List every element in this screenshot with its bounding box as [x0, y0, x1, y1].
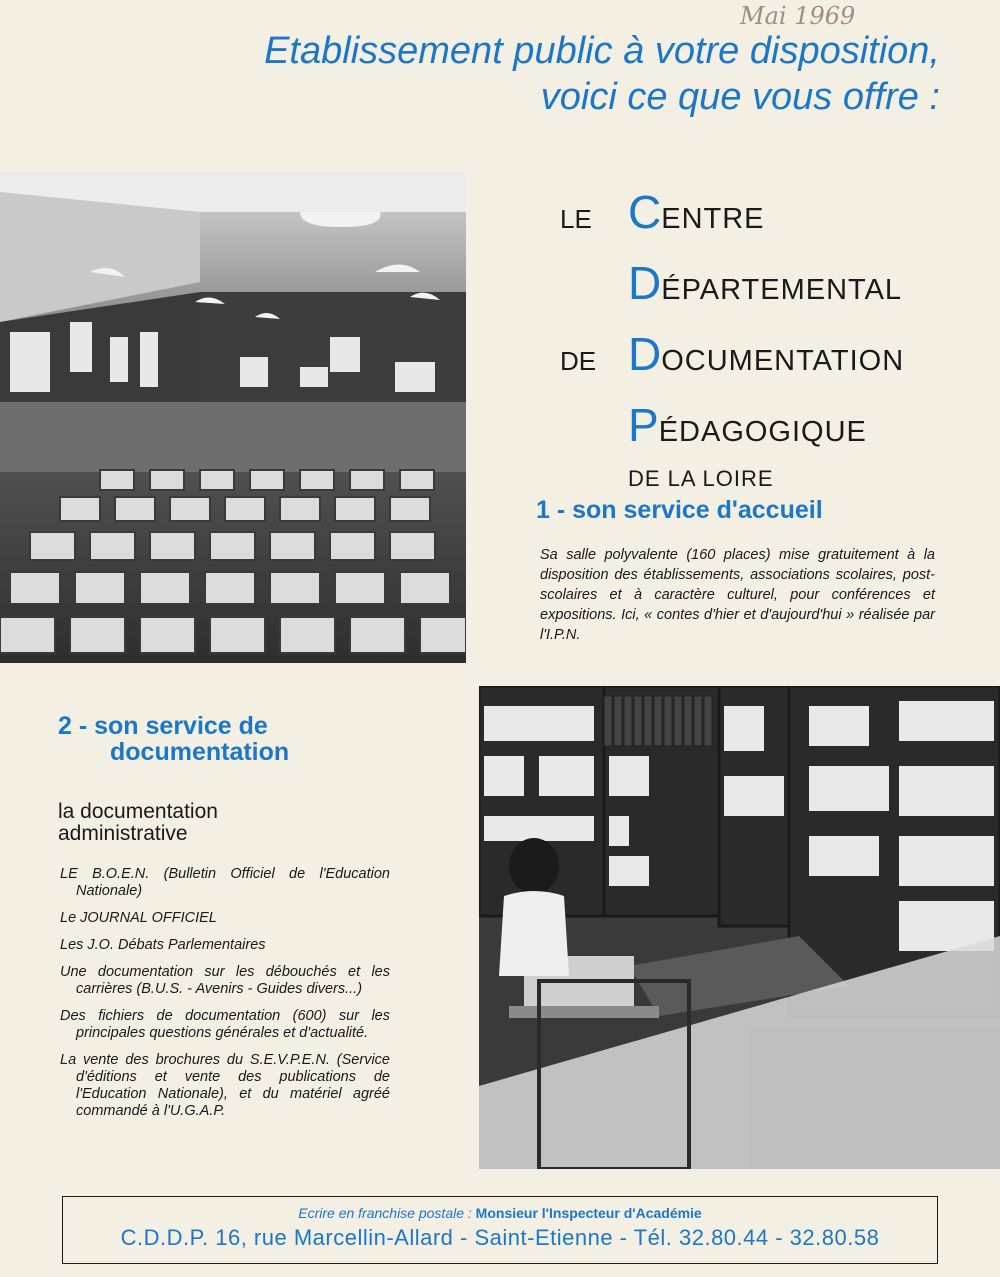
- title-de-la-loire: DE LA LOIRE: [628, 466, 774, 491]
- list-item: Des fichiers de documentation (600) sur les principales questions générales et d'actualité.: [60, 1008, 390, 1041]
- title-word: ÉPARTEMENTAL: [661, 274, 903, 306]
- subheading-line-1: la documentation: [58, 800, 218, 823]
- headline: [264, 28, 940, 120]
- title-word: OCUMENTATION: [661, 345, 905, 377]
- headline-line-2: voici ce que vous offre :: [540, 76, 940, 118]
- footer-line-1: [63, 1205, 937, 1221]
- title-line-pedagogique: [560, 393, 904, 464]
- title-line-centre: [560, 180, 904, 251]
- section-2-heading-line-1: 2 - son service de: [58, 712, 268, 740]
- section-2-heading-line-2: documentation: [110, 738, 290, 766]
- list-item: La vente des brochures du S.E.V.P.E.N. (Service d'éditions et vente des publications de l'Education Nationale), et du matériel agréé commandé à l'U.G.A.P.: [60, 1052, 390, 1119]
- list-item: Le JOURNAL OFFICIEL: [60, 910, 217, 926]
- title-initial: D: [628, 257, 662, 309]
- subheading-line-2: administrative: [58, 822, 188, 845]
- title-word: ENTRE: [661, 203, 765, 235]
- title-initial: P: [628, 399, 659, 451]
- footer-address-box: [62, 1196, 938, 1264]
- headline-line-1: Etablissement public à votre disposition,: [264, 30, 940, 72]
- title-line-documentation: [560, 322, 904, 393]
- section-2-subheading: [58, 801, 218, 845]
- title-initial: C: [628, 186, 662, 238]
- section-2-heading: [58, 713, 289, 765]
- conference-hall-photo: [0, 172, 466, 663]
- title-word: ÉDAGOGIQUE: [658, 416, 867, 448]
- footer-address: C.D.D.P. 16, rue Marcellin-Allard - Saint-Etienne - Tél. 32.80.44 - 32.80.58: [120, 1225, 880, 1250]
- section-1-body: Sa salle polyvalente (160 places) mise gratuitement à la disposition des établissements, associations scolaires, post-scolaires et à caractère culturel, pour conférences et expositions. Ici, « contes d'hier et d'aujourd'hui » réalisée par l'I.P.N.: [540, 547, 935, 643]
- list-item: LE B.O.E.N. (Bulletin Officiel de l'Education Nationale): [60, 866, 390, 899]
- list-item: Une documentation sur les débouchés et les carrières (B.U.S. - Avenirs - Guides divers...): [60, 964, 390, 997]
- franchise-label: Ecrire en franchise postale :: [298, 1205, 472, 1221]
- section-1-heading: 1 - son service d'accueil: [536, 496, 823, 524]
- title-initial: D: [628, 328, 662, 380]
- documentation-list: [60, 866, 390, 1130]
- library-photo: [479, 686, 1000, 1169]
- handwritten-date-note: Mai 1969: [740, 2, 856, 30]
- cddp-title: [560, 180, 904, 494]
- list-item: Les J.O. Débats Parlementaires: [60, 937, 266, 953]
- addressee: Monsieur l'Inspecteur d'Académie: [475, 1205, 702, 1221]
- title-prefix: LE: [560, 204, 592, 234]
- title-line-departemental: [560, 251, 904, 322]
- title-prefix: DE: [560, 346, 597, 376]
